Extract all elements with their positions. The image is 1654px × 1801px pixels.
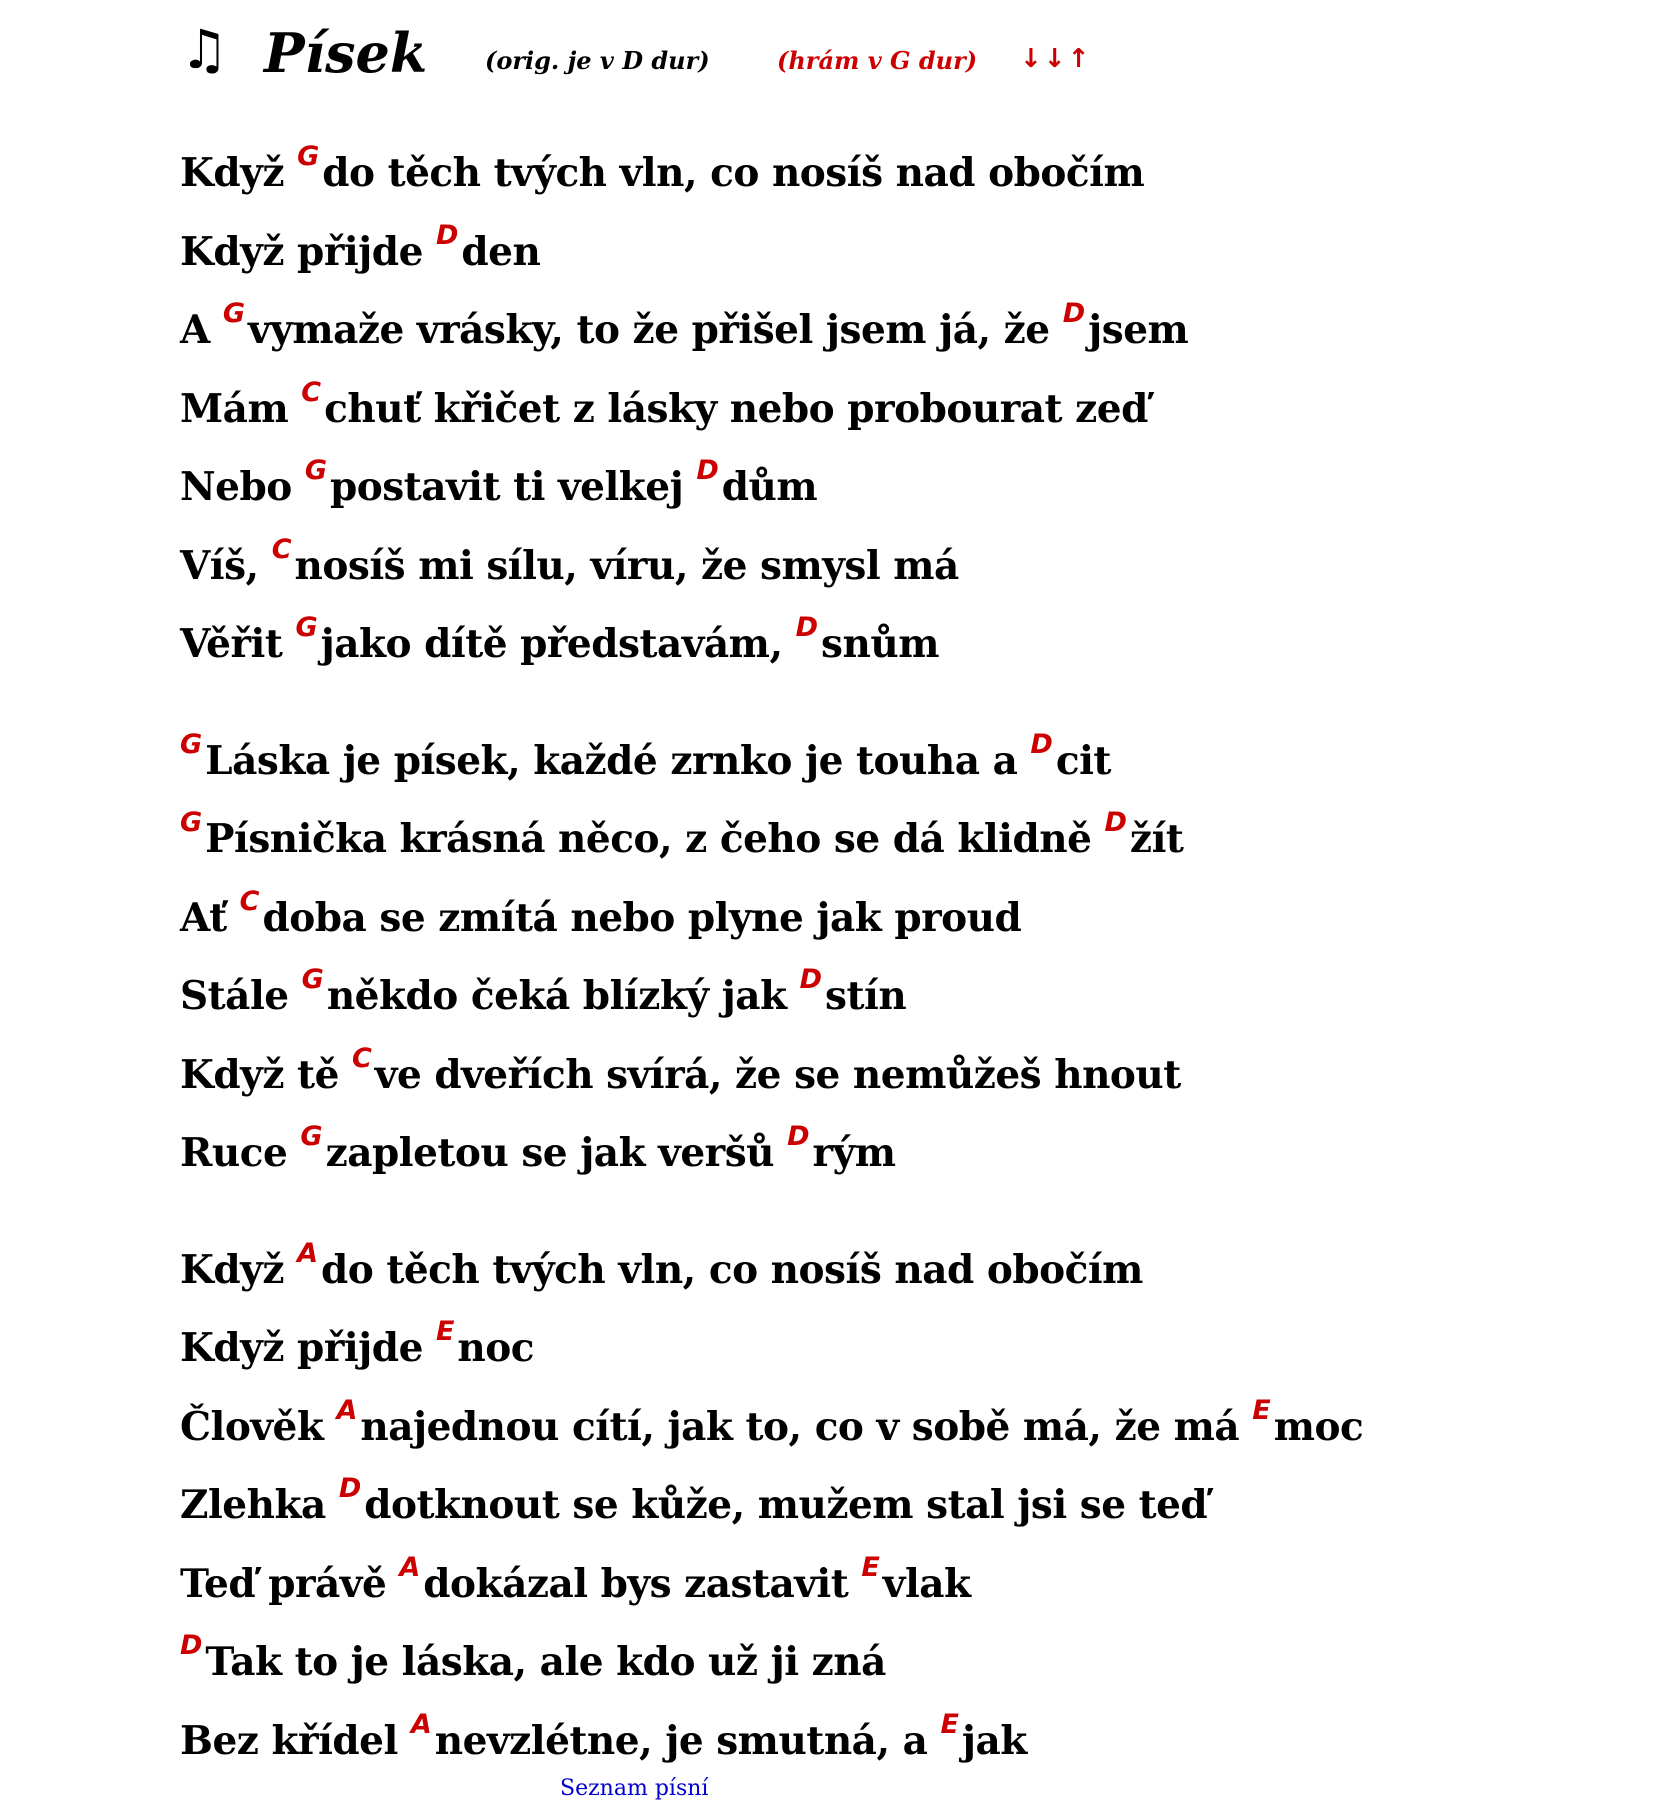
lyric-text: Ruce — [180, 1130, 301, 1176]
chord-label: G — [304, 455, 327, 486]
lyric-line — [180, 879, 1630, 958]
lyric-line — [180, 448, 1630, 527]
lyric-text: Když — [180, 1246, 298, 1293]
stanza-gap — [180, 684, 1630, 722]
lyric-text: Víš, — [180, 542, 272, 589]
lyric-text: jak — [961, 1717, 1027, 1764]
song-header — [180, 18, 1480, 88]
lyric-text: cit — [1055, 737, 1111, 784]
lyric-text: nevzlétne, je smutná, a — [434, 1717, 941, 1764]
lyric-text: doba se zmítá nebo plyne jak proud — [262, 894, 1022, 941]
lyric-line — [180, 1545, 1630, 1624]
lyric-text: Když přijde — [180, 228, 436, 275]
lyric-text: dům — [721, 464, 818, 510]
lyric-line — [180, 134, 1630, 213]
lyric-line — [180, 1114, 1630, 1193]
lyric-line — [180, 1388, 1630, 1467]
song-list-link[interactable]: Seznam písní — [560, 1776, 709, 1801]
lyric-text: Mám — [180, 385, 302, 432]
lyric-text: moc — [1273, 1403, 1364, 1450]
chord-label: G — [301, 964, 324, 995]
lyric-line — [180, 800, 1630, 879]
chord-label: A — [399, 1551, 421, 1583]
chord-label: D — [1030, 728, 1053, 760]
chord-label: D — [795, 612, 819, 643]
played-key-note: (hrám v G dur) — [777, 46, 978, 75]
lyric-line — [180, 957, 1630, 1036]
lyric-text: do těch tvých vln, co nosíš nad obočím — [322, 150, 1145, 196]
chord-label: C — [239, 885, 260, 917]
lyric-line — [180, 605, 1630, 684]
chord-label: A — [336, 1394, 358, 1426]
lyric-text: Písnička krásná něco, z čeho se dá klidně — [205, 816, 1105, 862]
chord-label: G — [180, 807, 203, 838]
lyric-line — [180, 722, 1630, 801]
lyric-text: Věřit — [180, 621, 296, 667]
chord-label: G — [180, 728, 203, 760]
lyric-text: dokázal bys zastavit — [423, 1560, 862, 1607]
lyric-text: Když přijde — [180, 1325, 436, 1371]
transpose-arrows-icon[interactable]: ↓↓↑ — [1020, 44, 1092, 74]
lyric-text: Bez křídel — [180, 1717, 411, 1764]
lyric-text: žít — [1129, 816, 1184, 862]
lyric-text: postavit ti velkej — [330, 464, 697, 510]
chord-label: E — [435, 1316, 455, 1347]
lyric-text: ve dveřích svírá, že se nemůžeš hnout — [374, 1051, 1181, 1098]
lyric-line — [180, 527, 1630, 606]
stanza-gap — [180, 1193, 1630, 1231]
chord-label: C — [351, 1042, 372, 1074]
chord-label: A — [410, 1708, 432, 1740]
lyric-text: Teď právě — [180, 1560, 400, 1607]
chord-label: E — [861, 1551, 880, 1583]
chord-label: G — [222, 298, 246, 329]
chord-label: C — [271, 533, 292, 565]
chord-label: C — [301, 376, 322, 408]
lyric-text: dotknout se kůže, mužem stal jsi se teď — [364, 1482, 1208, 1528]
chord-label: E — [940, 1708, 959, 1740]
lyric-text: Člověk — [180, 1403, 337, 1450]
lyric-text: jako dítě představám, — [320, 621, 796, 667]
lyric-line — [180, 291, 1630, 370]
chord-label: D — [435, 219, 459, 251]
chord-label: G — [300, 1121, 323, 1152]
chord-label: D — [799, 964, 823, 995]
lyric-text: Když tě — [180, 1051, 352, 1098]
chord-label: D — [1104, 807, 1127, 838]
lyric-text: najednou cítí, jak to, co v sobě má, že má — [360, 1403, 1253, 1450]
chord-label: E — [1252, 1394, 1271, 1426]
chord-label: D — [1062, 298, 1086, 329]
chord-label: G — [295, 612, 318, 643]
lyric-text: vlak — [882, 1560, 971, 1607]
lyric-line — [180, 1036, 1630, 1115]
lyric-text: A — [180, 307, 223, 353]
lyric-text: do těch tvých vln, co nosíš nad obočím — [320, 1246, 1143, 1293]
lyric-text: Láska je písek, každé zrnko je touha a — [205, 737, 1031, 784]
lyric-text: Když — [180, 150, 298, 196]
chord-label: A — [297, 1237, 318, 1269]
lyric-line — [180, 1623, 1630, 1702]
lyric-line — [180, 1466, 1630, 1545]
lyric-text: stín — [825, 973, 907, 1019]
lyric-text: rým — [812, 1130, 896, 1176]
original-key-note: (orig. je v D dur) — [485, 46, 710, 75]
lyric-text: chuť křičet z lásky nebo probourat zeď — [324, 385, 1148, 432]
chord-label: D — [180, 1630, 203, 1661]
chord-label: D — [338, 1473, 362, 1504]
lyric-text: Tak to je láska, ale kdo už ji zná — [205, 1639, 886, 1685]
lyric-text: snům — [821, 621, 939, 667]
song-title: Písek — [264, 21, 428, 85]
lyric-line — [180, 1309, 1630, 1388]
lyric-text: vymaže vrásky, to že přišel jsem já, že — [248, 307, 1063, 353]
lyric-text: Nebo — [180, 464, 305, 510]
lyric-text: zapletou se jak veršů — [325, 1130, 788, 1176]
lyric-text: Ať — [180, 894, 240, 941]
lyric-text: noc — [457, 1325, 535, 1371]
lyric-line — [180, 1702, 1630, 1781]
lyric-text: jsem — [1088, 307, 1189, 353]
lyric-line — [180, 370, 1630, 449]
lyric-text: Stále — [180, 973, 302, 1019]
chord-label: D — [787, 1121, 810, 1152]
lyric-text: Zlehka — [180, 1482, 339, 1528]
chord-label: D — [696, 455, 719, 486]
lyric-line — [180, 1231, 1630, 1310]
lyric-text: někdo čeká blízký jak — [326, 973, 800, 1019]
music-note-icon: ♫ — [180, 18, 229, 81]
lyric-text: nosíš mi sílu, víru, že smysl má — [294, 542, 959, 589]
lyrics-body — [180, 134, 1630, 1780]
lyric-text: den — [461, 228, 541, 275]
lyric-line — [180, 213, 1630, 292]
chord-label: G — [297, 141, 320, 172]
